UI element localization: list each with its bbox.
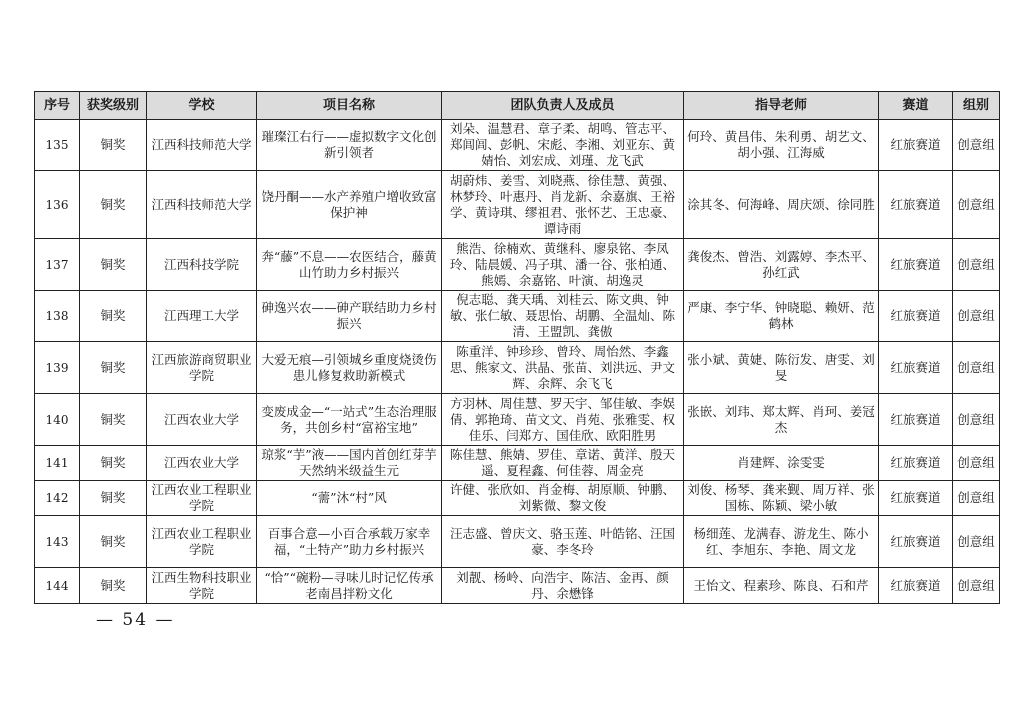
header-seq: 序号: [35, 92, 80, 120]
cell-seq: 139: [35, 342, 80, 394]
cell-seq: 141: [35, 446, 80, 481]
table-row: [35, 239, 1000, 291]
cell-seq: 142: [35, 481, 80, 516]
cell-level: 铜奖: [80, 171, 147, 239]
table-row: [35, 568, 1000, 604]
cell-level: 铜奖: [80, 291, 147, 342]
table-row: [35, 446, 1000, 481]
cell-project: “薷”沐“村”风: [257, 481, 442, 516]
cell-project: “恰”“碗粉—寻味儿时记忆传承老南昌拌粉文化: [257, 568, 442, 604]
cell-advisors: 龚俊杰、曾浩、刘露婷、李杰平、孙红武: [684, 239, 879, 291]
cell-level: 铜奖: [80, 342, 147, 394]
cell-advisors: 肖建辉、涂雯雯: [684, 446, 879, 481]
cell-school: 江西生物科技职业学院: [147, 568, 257, 604]
cell-school: 江西农业工程职业学院: [147, 481, 257, 516]
cell-team: 陈重洋、钟珍珍、曾玲、周怡然、李鑫思、熊家文、洪晶、张苗、刘洪远、尹文辉、余辉、余飞飞: [442, 342, 684, 394]
header-level: 获奖级别: [80, 92, 147, 120]
cell-track: 红旅赛道: [879, 239, 953, 291]
cell-group: 创意组: [953, 120, 1000, 171]
header-track: 赛道: [879, 92, 953, 120]
cell-level: 铜奖: [80, 446, 147, 481]
cell-school: 江西科技学院: [147, 239, 257, 291]
cell-school: 江西旅游商贸职业学院: [147, 342, 257, 394]
header-advisors: 指导老师: [684, 92, 879, 120]
cell-advisors: 杨细莲、龙满春、游龙生、陈小红、李旭东、李艳、周文龙: [684, 516, 879, 568]
cell-advisors: 王怡文、程素珍、陈良、石和芹: [684, 568, 879, 604]
cell-school: 江西理工大学: [147, 291, 257, 342]
cell-track: 红旅赛道: [879, 481, 953, 516]
cell-group: 创意组: [953, 446, 1000, 481]
cell-school: 江西农业大学: [147, 446, 257, 481]
table-row: [35, 394, 1000, 446]
cell-team: 熊浩、徐楠欢、黄继科、廖泉铭、李凤玲、陆晨媛、冯子琪、潘一谷、张柏通、熊嫣、余嘉铭、叶演、胡逸灵: [442, 239, 684, 291]
table-header-row: [35, 92, 1000, 120]
cell-track: 红旅赛道: [879, 291, 953, 342]
cell-advisors: 严康、李宁华、钟晓聪、赖妍、范鹤林: [684, 291, 879, 342]
cell-team: 倪志聪、龚天瑀、刘桂云、陈文典、钟敏、张仁敏、聂思怡、胡鹏、全温灿、陈清、王盟凯、龚傲: [442, 291, 684, 342]
cell-project: 变废成金—“一站式”生态治理服务，共创乡村“富裕宝地”: [257, 394, 442, 446]
cell-school: 江西科技师范大学: [147, 120, 257, 171]
cell-track: 红旅赛道: [879, 568, 953, 604]
cell-project: 饶丹酮——水产养殖户增收致富保护神: [257, 171, 442, 239]
cell-group: 创意组: [953, 239, 1000, 291]
cell-group: 创意组: [953, 291, 1000, 342]
cell-advisors: 张小斌、黄婕、陈衍发、唐雯、刘旻: [684, 342, 879, 394]
header-group: 组别: [953, 92, 1000, 120]
cell-track: 红旅赛道: [879, 120, 953, 171]
cell-team: 陈佳慧、熊婧、罗佳、章诺、黄洋、殷天遥、夏程鑫、何佳蓉、周金亮: [442, 446, 684, 481]
table-row: [35, 291, 1000, 342]
cell-seq: 144: [35, 568, 80, 604]
cell-seq: 136: [35, 171, 80, 239]
awards-table: [34, 91, 1000, 604]
header-team: 团队负责人及成员: [442, 92, 684, 120]
cell-seq: 143: [35, 516, 80, 568]
cell-project: 百事合意—小百合承载万家幸福，“土特产”助力乡村振兴: [257, 516, 442, 568]
cell-level: 铜奖: [80, 120, 147, 171]
table-row: [35, 481, 1000, 516]
cell-group: 创意组: [953, 568, 1000, 604]
cell-track: 红旅赛道: [879, 342, 953, 394]
page-number: — 54 —: [96, 610, 175, 630]
cell-level: 铜奖: [80, 239, 147, 291]
cell-group: 创意组: [953, 171, 1000, 239]
cell-level: 铜奖: [80, 568, 147, 604]
cell-advisors: 张嵌、刘玮、郑太辉、肖珂、姜冠杰: [684, 394, 879, 446]
cell-seq: 135: [35, 120, 80, 171]
cell-team: 许健、张欣如、肖金梅、胡原顺、钟鹏、刘紫微、黎文俊: [442, 481, 684, 516]
cell-project: 大爱无痕—引领城乡重度烧烫伤患儿修复救助新模式: [257, 342, 442, 394]
cell-school: 江西科技师范大学: [147, 171, 257, 239]
cell-track: 红旅赛道: [879, 516, 953, 568]
cell-track: 红旅赛道: [879, 171, 953, 239]
cell-seq: 140: [35, 394, 80, 446]
table-row: [35, 342, 1000, 394]
cell-project: 奔“藤”不息——农医结合，藤黄山竹助力乡村振兴: [257, 239, 442, 291]
cell-team: 汪志盛、曾庆文、骆玉莲、叶皓铭、汪国豪、李冬玲: [442, 516, 684, 568]
cell-school: 江西农业工程职业学院: [147, 516, 257, 568]
cell-group: 创意组: [953, 516, 1000, 568]
cell-team: 刘靓、杨岭、向浩宇、陈洁、金再、颜丹、余懋锋: [442, 568, 684, 604]
cell-group: 创意组: [953, 394, 1000, 446]
table-row: [35, 171, 1000, 239]
cell-team: 刘朵、温慧君、章子柔、胡鸣、管志平、郑闾闾、彭帆、宋彪、李湘、刘亚东、黄婧怡、刘宏成、刘瑾、龙飞武: [442, 120, 684, 171]
cell-track: 红旅赛道: [879, 446, 953, 481]
cell-project: 琼浆“芋”液——国内首创红芽芋天然纳米级益生元: [257, 446, 442, 481]
cell-level: 铜奖: [80, 516, 147, 568]
cell-group: 创意组: [953, 342, 1000, 394]
cell-seq: 137: [35, 239, 80, 291]
header-school: 学校: [147, 92, 257, 120]
table-row: [35, 120, 1000, 171]
header-project: 项目名称: [257, 92, 442, 120]
cell-level: 铜奖: [80, 394, 147, 446]
cell-team: 方羽林、周佳慧、罗天宇、邹佳敏、李娱倩、郭艳琦、苗文文、肖苑、张雅雯、权佳乐、闫郑方、国佳欣、欧阳胜男: [442, 394, 684, 446]
cell-school: 江西农业大学: [147, 394, 257, 446]
cell-project: 砷逸兴农——砷产联结助力乡村振兴: [257, 291, 442, 342]
table-row: [35, 516, 1000, 568]
cell-level: 铜奖: [80, 481, 147, 516]
cell-project: 璀璨江右行——虚拟数字文化创新引领者: [257, 120, 442, 171]
cell-advisors: 何玲、黄昌伟、朱利勇、胡艺文、胡小强、江海威: [684, 120, 879, 171]
cell-seq: 138: [35, 291, 80, 342]
cell-advisors: 涂其冬、何海峰、周庆颂、徐同胜: [684, 171, 879, 239]
cell-group: 创意组: [953, 481, 1000, 516]
cell-team: 胡蔚炜、姜雪、刘晓燕、徐佳慧、黄强、林梦玲、叶惠丹、肖龙新、余嘉旗、王裕学、黄诗琪、缪祖君、张怀艺、王忠豪、谭诗雨: [442, 171, 684, 239]
cell-advisors: 刘俊、杨琴、龚来觐、周万祥、张国栋、陈颖、梁小敏: [684, 481, 879, 516]
cell-track: 红旅赛道: [879, 394, 953, 446]
